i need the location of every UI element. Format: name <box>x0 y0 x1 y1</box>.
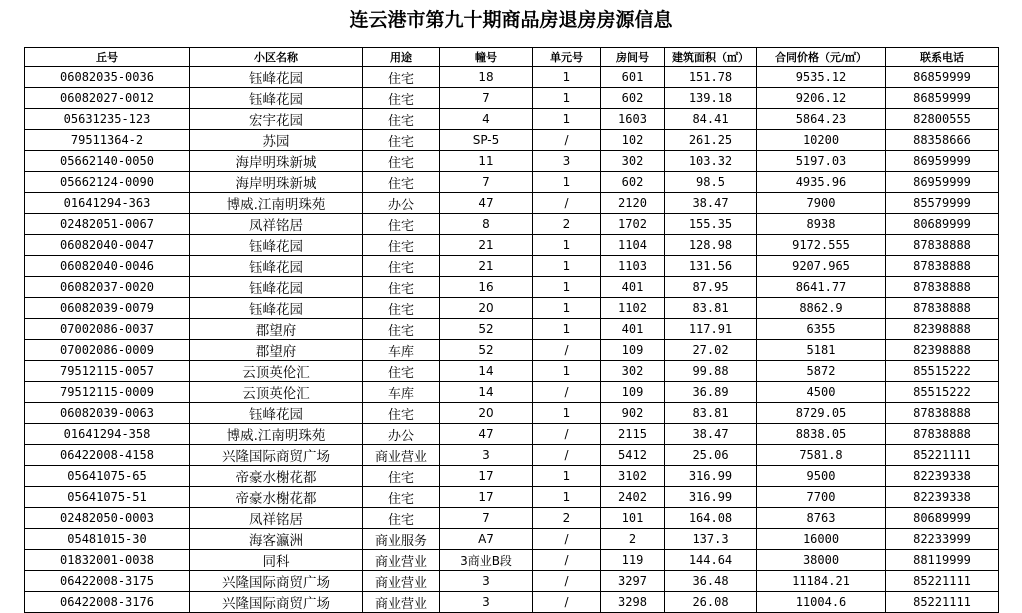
usage-cell: 住宅 <box>363 361 440 382</box>
usage-cell: 商业营业 <box>363 445 440 466</box>
table-row <box>25 571 999 592</box>
usage-cell: 车库 <box>363 340 440 361</box>
col-area-header: 建筑面积（㎡） <box>665 48 757 67</box>
table-row <box>25 172 999 193</box>
community-name-cell: 云顶英伦汇 <box>190 382 363 403</box>
usage-cell: 住宅 <box>363 88 440 109</box>
building-no-cell: 16 <box>440 277 533 298</box>
contract-price-cell: 9206.12 <box>757 88 886 109</box>
community-name-cell: 钰峰花园 <box>190 403 363 424</box>
contract-price-cell: 16000 <box>757 529 886 550</box>
usage-cell: 住宅 <box>363 487 440 508</box>
floor-area-cell: 99.88 <box>665 361 757 382</box>
unit-no-cell: / <box>533 445 601 466</box>
contract-price-cell: 5197.03 <box>757 151 886 172</box>
floor-area-cell: 83.81 <box>665 403 757 424</box>
contract-price-cell: 7900 <box>757 193 886 214</box>
parcel-no-cell: 06082040-0046 <box>25 256 190 277</box>
room-no-cell: 601 <box>601 67 665 88</box>
contact-phone-cell: 85221111 <box>886 571 999 592</box>
room-no-cell: 302 <box>601 361 665 382</box>
usage-cell: 住宅 <box>363 109 440 130</box>
contact-phone-cell: 88358666 <box>886 130 999 151</box>
unit-no-cell: 1 <box>533 487 601 508</box>
floor-area-cell: 84.41 <box>665 109 757 130</box>
unit-no-cell: 1 <box>533 277 601 298</box>
col-room-header: 房间号 <box>601 48 665 67</box>
table-row <box>25 193 999 214</box>
usage-cell: 住宅 <box>363 214 440 235</box>
unit-no-cell: 1 <box>533 88 601 109</box>
contract-price-cell: 8938 <box>757 214 886 235</box>
page-title: 连云港市第九十期商品房退房房源信息 <box>349 9 673 31</box>
building-no-cell: 3 <box>440 445 533 466</box>
contract-price-cell: 9535.12 <box>757 67 886 88</box>
contract-price-cell: 8763 <box>757 508 886 529</box>
parcel-no-cell: 79511364-2 <box>25 130 190 151</box>
room-no-cell: 109 <box>601 340 665 361</box>
building-no-cell: 8 <box>440 214 533 235</box>
unit-no-cell: / <box>533 193 601 214</box>
contact-phone-cell: 85515222 <box>886 361 999 382</box>
community-name-cell: 宏宇花园 <box>190 109 363 130</box>
community-name-cell: 海岸明珠新城 <box>190 151 363 172</box>
community-name-cell: 云顶英伦汇 <box>190 361 363 382</box>
parcel-no-cell: 01832001-0038 <box>25 550 190 571</box>
contract-price-cell: 5872 <box>757 361 886 382</box>
parcel-no-cell: 07002086-0037 <box>25 319 190 340</box>
contract-price-cell: 7581.8 <box>757 445 886 466</box>
unit-no-cell: 2 <box>533 508 601 529</box>
contract-price-cell: 5864.23 <box>757 109 886 130</box>
contact-phone-cell: 87838888 <box>886 424 999 445</box>
room-no-cell: 602 <box>601 172 665 193</box>
room-no-cell: 902 <box>601 403 665 424</box>
parcel-no-cell: 79512115-0057 <box>25 361 190 382</box>
room-no-cell: 102 <box>601 130 665 151</box>
contract-price-cell: 4935.96 <box>757 172 886 193</box>
community-name-cell: 钰峰花园 <box>190 298 363 319</box>
room-no-cell: 302 <box>601 151 665 172</box>
header-row <box>25 48 999 67</box>
parcel-no-cell: 06082040-0047 <box>25 235 190 256</box>
parcel-no-cell: 05662124-0090 <box>25 172 190 193</box>
floor-area-cell: 36.48 <box>665 571 757 592</box>
building-no-cell: SP-5 <box>440 130 533 151</box>
room-no-cell: 2120 <box>601 193 665 214</box>
table-row <box>25 130 999 151</box>
parcel-no-cell: 02482050-0003 <box>25 508 190 529</box>
floor-area-cell: 38.47 <box>665 193 757 214</box>
usage-cell: 住宅 <box>363 130 440 151</box>
parcel-no-cell: 02482051-0067 <box>25 214 190 235</box>
contract-price-cell: 8862.9 <box>757 298 886 319</box>
floor-area-cell: 26.08 <box>665 592 757 613</box>
community-name-cell: 钰峰花园 <box>190 277 363 298</box>
table-row <box>25 319 999 340</box>
community-name-cell: 兴隆国际商贸广场 <box>190 445 363 466</box>
parcel-no-cell: 05662140-0050 <box>25 151 190 172</box>
building-no-cell: 11 <box>440 151 533 172</box>
usage-cell: 商业营业 <box>363 592 440 613</box>
contract-price-cell: 8838.05 <box>757 424 886 445</box>
contract-price-cell: 9207.965 <box>757 256 886 277</box>
parcel-no-cell: 01641294-363 <box>25 193 190 214</box>
unit-no-cell: 1 <box>533 298 601 319</box>
building-no-cell: 52 <box>440 319 533 340</box>
usage-cell: 住宅 <box>363 319 440 340</box>
community-name-cell: 博威.江南明珠苑 <box>190 193 363 214</box>
unit-no-cell: / <box>533 424 601 445</box>
parcel-no-cell: 79512115-0009 <box>25 382 190 403</box>
community-name-cell: 郡望府 <box>190 319 363 340</box>
unit-no-cell: 1 <box>533 67 601 88</box>
floor-area-cell: 144.64 <box>665 550 757 571</box>
floor-area-cell: 137.3 <box>665 529 757 550</box>
unit-no-cell: 1 <box>533 403 601 424</box>
table-row <box>25 151 999 172</box>
building-no-cell: 7 <box>440 88 533 109</box>
room-no-cell: 101 <box>601 508 665 529</box>
building-no-cell: 17 <box>440 466 533 487</box>
usage-cell: 住宅 <box>363 508 440 529</box>
contract-price-cell: 9172.555 <box>757 235 886 256</box>
building-no-cell: 18 <box>440 67 533 88</box>
usage-cell: 办公 <box>363 424 440 445</box>
contact-phone-cell: 82239338 <box>886 466 999 487</box>
parcel-no-cell: 06082027-0012 <box>25 88 190 109</box>
room-no-cell: 3297 <box>601 571 665 592</box>
unit-no-cell: 1 <box>533 319 601 340</box>
table-row <box>25 592 999 613</box>
floor-area-cell: 98.5 <box>665 172 757 193</box>
parcel-no-cell: 05481015-30 <box>25 529 190 550</box>
contact-phone-cell: 85515222 <box>886 382 999 403</box>
unit-no-cell: / <box>533 130 601 151</box>
parcel-no-cell: 06422008-3175 <box>25 571 190 592</box>
contact-phone-cell: 87838888 <box>886 277 999 298</box>
table-row <box>25 298 999 319</box>
floor-area-cell: 27.02 <box>665 340 757 361</box>
usage-cell: 住宅 <box>363 298 440 319</box>
table-row <box>25 256 999 277</box>
community-name-cell: 同科 <box>190 550 363 571</box>
floor-area-cell: 316.99 <box>665 487 757 508</box>
building-no-cell: 14 <box>440 361 533 382</box>
unit-no-cell: 1 <box>533 172 601 193</box>
floor-area-cell: 261.25 <box>665 130 757 151</box>
building-no-cell: 20 <box>440 298 533 319</box>
usage-cell: 住宅 <box>363 256 440 277</box>
room-no-cell: 3102 <box>601 466 665 487</box>
parcel-no-cell: 05641075-51 <box>25 487 190 508</box>
contact-phone-cell: 86859999 <box>886 88 999 109</box>
building-no-cell: 3 <box>440 592 533 613</box>
building-no-cell: 17 <box>440 487 533 508</box>
parcel-no-cell: 06082039-0079 <box>25 298 190 319</box>
room-no-cell: 119 <box>601 550 665 571</box>
usage-cell: 办公 <box>363 193 440 214</box>
community-name-cell: 海岸明珠新城 <box>190 172 363 193</box>
parcel-no-cell: 05641075-65 <box>25 466 190 487</box>
contact-phone-cell: 85579999 <box>886 193 999 214</box>
contact-phone-cell: 80689999 <box>886 508 999 529</box>
usage-cell: 商业营业 <box>363 550 440 571</box>
community-name-cell: 兴隆国际商贸广场 <box>190 571 363 592</box>
unit-no-cell: 3 <box>533 151 601 172</box>
room-no-cell: 109 <box>601 382 665 403</box>
unit-no-cell: 1 <box>533 466 601 487</box>
floor-area-cell: 25.06 <box>665 445 757 466</box>
contact-phone-cell: 82800555 <box>886 109 999 130</box>
parcel-no-cell: 06422008-3176 <box>25 592 190 613</box>
col-usage-header: 用途 <box>363 48 440 67</box>
community-name-cell: 钰峰花园 <box>190 235 363 256</box>
building-no-cell: 20 <box>440 403 533 424</box>
contact-phone-cell: 86959999 <box>886 151 999 172</box>
unit-no-cell: 1 <box>533 256 601 277</box>
floor-area-cell: 316.99 <box>665 466 757 487</box>
community-name-cell: 钰峰花园 <box>190 256 363 277</box>
floor-area-cell: 83.81 <box>665 298 757 319</box>
room-no-cell: 2115 <box>601 424 665 445</box>
floor-area-cell: 131.56 <box>665 256 757 277</box>
usage-cell: 车库 <box>363 382 440 403</box>
usage-cell: 住宅 <box>363 67 440 88</box>
building-no-cell: 21 <box>440 235 533 256</box>
unit-no-cell: / <box>533 550 601 571</box>
table-row <box>25 403 999 424</box>
contact-phone-cell: 82398888 <box>886 340 999 361</box>
building-no-cell: 52 <box>440 340 533 361</box>
contract-price-cell: 7700 <box>757 487 886 508</box>
room-no-cell: 401 <box>601 277 665 298</box>
building-no-cell: 4 <box>440 109 533 130</box>
room-no-cell: 602 <box>601 88 665 109</box>
col-phone-header: 联系电话 <box>886 48 999 67</box>
unit-no-cell: / <box>533 340 601 361</box>
contact-phone-cell: 87838888 <box>886 403 999 424</box>
unit-no-cell: 1 <box>533 235 601 256</box>
contract-price-cell: 5181 <box>757 340 886 361</box>
contract-price-cell: 6355 <box>757 319 886 340</box>
building-no-cell: 7 <box>440 508 533 529</box>
contract-price-cell: 11004.6 <box>757 592 886 613</box>
parcel-no-cell: 06422008-4158 <box>25 445 190 466</box>
community-name-cell: 凤祥铭居 <box>190 214 363 235</box>
building-no-cell: 7 <box>440 172 533 193</box>
building-no-cell: A7 <box>440 529 533 550</box>
contact-phone-cell: 86859999 <box>886 67 999 88</box>
floor-area-cell: 164.08 <box>665 508 757 529</box>
unit-no-cell: 1 <box>533 109 601 130</box>
room-no-cell: 401 <box>601 319 665 340</box>
col-parcel-no-header: 丘号 <box>25 48 190 67</box>
contact-phone-cell: 85221111 <box>886 445 999 466</box>
table-row <box>25 487 999 508</box>
building-no-cell: 47 <box>440 424 533 445</box>
building-no-cell: 3商业B段 <box>440 550 533 571</box>
contact-phone-cell: 82239338 <box>886 487 999 508</box>
table-row <box>25 235 999 256</box>
contact-phone-cell: 87838888 <box>886 235 999 256</box>
table-row <box>25 88 999 109</box>
community-name-cell: 帝豪水榭花都 <box>190 487 363 508</box>
parcel-no-cell: 06082035-0036 <box>25 67 190 88</box>
parcel-no-cell: 07002086-0009 <box>25 340 190 361</box>
usage-cell: 住宅 <box>363 151 440 172</box>
table-row <box>25 109 999 130</box>
table-row <box>25 67 999 88</box>
contract-price-cell: 38000 <box>757 550 886 571</box>
unit-no-cell: / <box>533 571 601 592</box>
community-name-cell: 郡望府 <box>190 340 363 361</box>
floor-area-cell: 155.35 <box>665 214 757 235</box>
usage-cell: 商业服务 <box>363 529 440 550</box>
community-name-cell: 海客瀛洲 <box>190 529 363 550</box>
room-no-cell: 2402 <box>601 487 665 508</box>
table-row <box>25 550 999 571</box>
floor-area-cell: 117.91 <box>665 319 757 340</box>
col-community-header: 小区名称 <box>190 48 363 67</box>
contract-price-cell: 9500 <box>757 466 886 487</box>
floor-area-cell: 139.18 <box>665 88 757 109</box>
community-name-cell: 兴隆国际商贸广场 <box>190 592 363 613</box>
contract-price-cell: 4500 <box>757 382 886 403</box>
table-row <box>25 529 999 550</box>
col-unit-header: 单元号 <box>533 48 601 67</box>
contract-price-cell: 8729.05 <box>757 403 886 424</box>
building-no-cell: 21 <box>440 256 533 277</box>
contract-price-cell: 11184.21 <box>757 571 886 592</box>
building-no-cell: 14 <box>440 382 533 403</box>
floor-area-cell: 87.95 <box>665 277 757 298</box>
room-no-cell: 3298 <box>601 592 665 613</box>
contact-phone-cell: 82398888 <box>886 319 999 340</box>
table-row <box>25 445 999 466</box>
table-row <box>25 340 999 361</box>
community-name-cell: 帝豪水榭花都 <box>190 466 363 487</box>
contact-phone-cell: 80689999 <box>886 214 999 235</box>
table-row <box>25 508 999 529</box>
floor-area-cell: 151.78 <box>665 67 757 88</box>
usage-cell: 住宅 <box>363 277 440 298</box>
contact-phone-cell: 87838888 <box>886 298 999 319</box>
usage-cell: 住宅 <box>363 235 440 256</box>
contact-phone-cell: 82233999 <box>886 529 999 550</box>
floor-area-cell: 103.32 <box>665 151 757 172</box>
parcel-no-cell: 06082037-0020 <box>25 277 190 298</box>
room-no-cell: 1702 <box>601 214 665 235</box>
community-name-cell: 博威.江南明珠苑 <box>190 424 363 445</box>
floor-area-cell: 38.47 <box>665 424 757 445</box>
unit-no-cell: / <box>533 529 601 550</box>
community-name-cell: 钰峰花园 <box>190 88 363 109</box>
table-body <box>25 67 999 613</box>
table-row <box>25 214 999 235</box>
contact-phone-cell: 85221111 <box>886 592 999 613</box>
unit-no-cell: / <box>533 592 601 613</box>
table-row <box>25 382 999 403</box>
col-price-header: 合同价格（元/㎡） <box>757 48 886 67</box>
contract-price-cell: 10200 <box>757 130 886 151</box>
contract-price-cell: 8641.77 <box>757 277 886 298</box>
col-building-header: 幢号 <box>440 48 533 67</box>
table-row <box>25 277 999 298</box>
contact-phone-cell: 86959999 <box>886 172 999 193</box>
community-name-cell: 凤祥铭居 <box>190 508 363 529</box>
parcel-no-cell: 01641294-358 <box>25 424 190 445</box>
room-no-cell: 1104 <box>601 235 665 256</box>
room-no-cell: 1103 <box>601 256 665 277</box>
usage-cell: 住宅 <box>363 403 440 424</box>
table-row <box>25 424 999 445</box>
unit-no-cell: 2 <box>533 214 601 235</box>
parcel-no-cell: 05631235-123 <box>25 109 190 130</box>
parcel-no-cell: 06082039-0063 <box>25 403 190 424</box>
unit-no-cell: / <box>533 382 601 403</box>
room-no-cell: 5412 <box>601 445 665 466</box>
listing-table <box>24 47 999 613</box>
contact-phone-cell: 87838888 <box>886 256 999 277</box>
floor-area-cell: 128.98 <box>665 235 757 256</box>
unit-no-cell: 1 <box>533 361 601 382</box>
table-row <box>25 466 999 487</box>
building-no-cell: 3 <box>440 571 533 592</box>
room-no-cell: 1102 <box>601 298 665 319</box>
usage-cell: 商业营业 <box>363 571 440 592</box>
room-no-cell: 1603 <box>601 109 665 130</box>
community-name-cell: 钰峰花园 <box>190 67 363 88</box>
usage-cell: 住宅 <box>363 172 440 193</box>
contact-phone-cell: 88119999 <box>886 550 999 571</box>
floor-area-cell: 36.89 <box>665 382 757 403</box>
building-no-cell: 47 <box>440 193 533 214</box>
room-no-cell: 2 <box>601 529 665 550</box>
community-name-cell: 苏园 <box>190 130 363 151</box>
table-row <box>25 361 999 382</box>
usage-cell: 住宅 <box>363 466 440 487</box>
